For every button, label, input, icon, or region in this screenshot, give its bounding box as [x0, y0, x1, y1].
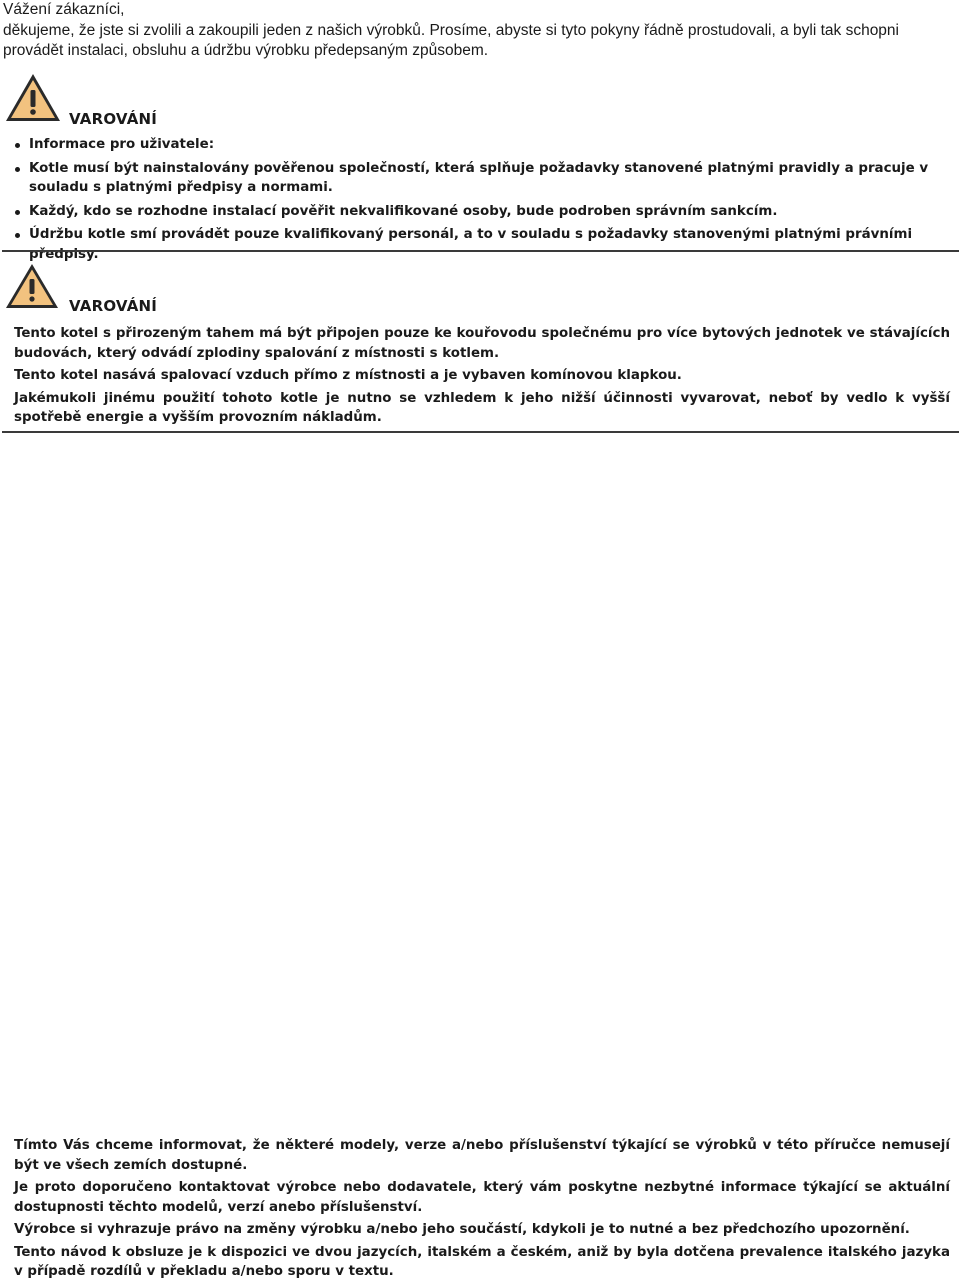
divider — [2, 431, 959, 433]
warning-title: VAROVÁNÍ — [69, 110, 158, 128]
paragraph: Tento návod k obsluze je k dispozici ve dvou jazycích, italském a českém, aniž by byla dotčena prevalence italského jazyka v případě rozdílů v překladu a/nebo sporu v textu. — [14, 1244, 950, 1279]
list-item: Kotle musí být nainstalovány pověřenou společností, která splňuje požadavky stanovené platnými pravidly a pracuje v souladu s platnými předpisy a normami. — [14, 159, 954, 198]
footer-notes — [14, 1136, 950, 1285]
warning-triangle-icon — [4, 72, 62, 124]
paragraph: Je proto doporučeno kontaktovat výrobce nebo dodavatele, který vám poskytne nezbytné informace týkající se aktuální dostupnosti těchto modelů, verzí anebo příslušenství. — [14, 1180, 950, 1215]
greeting: Vážení zákazníci, — [3, 1, 125, 18]
list-item: Údržbu kotle smí provádět pouze kvalifikovaný personál, a to v souladu s požadavky stanovenými platnými právními předpisy. — [14, 225, 954, 264]
paragraph: Tímto Vás chceme informovat, že některé modely, verze a/nebo příslušenství týkající se výrobků v této příručce nemusejí být ve všech zemích dostupné. — [14, 1138, 950, 1173]
warning-list — [14, 135, 954, 268]
paragraph: Jakémukoli jinému použití tohoto kotle je nutno se vzhledem k jeho nižší účinnosti vyvarovat, neboť by vedlo k vyšší spotřebě energie a vyšším provozním nákladům. — [14, 390, 950, 425]
divider — [2, 250, 959, 252]
paragraph: Tento kotel s přirozeným tahem má být připojen pouze ke kouřovodu společnému pro více bytových jednotek ve stávajících budovách, který odvádí zplodiny spalování z místnosti s kotlem. — [14, 326, 950, 361]
paragraph: Tento kotel nasává spalovací vzduch přímo z místnosti a je vybaven komínovou klapkou. — [14, 368, 682, 383]
paragraph: Výrobce si vyhrazuje právo na změny výrobku a/nebo jeho součástí, kdykoli je to nutné a bez předchozího upozornění. — [14, 1222, 910, 1237]
warning-text — [14, 324, 950, 431]
intro — [3, 0, 958, 62]
intro-text: děkujeme, že jste si zvolili a zakoupili jeden z našich výrobků. Prosíme, abyste si tyto pokyny řádně prostudovali, a byli tak schopni provádět instalaci, obsluhu a údržbu výrobku předepsaným způsobem. — [3, 21, 899, 59]
list-item: Každý, kdo se rozhodne instalací pověřit nekvalifikované osoby, bude podroben správním sankcím. — [14, 202, 954, 222]
warning-title: VAROVÁNÍ — [69, 297, 158, 315]
warning-triangle-icon — [4, 262, 60, 310]
list-item: Informace pro uživatele: — [14, 135, 954, 155]
